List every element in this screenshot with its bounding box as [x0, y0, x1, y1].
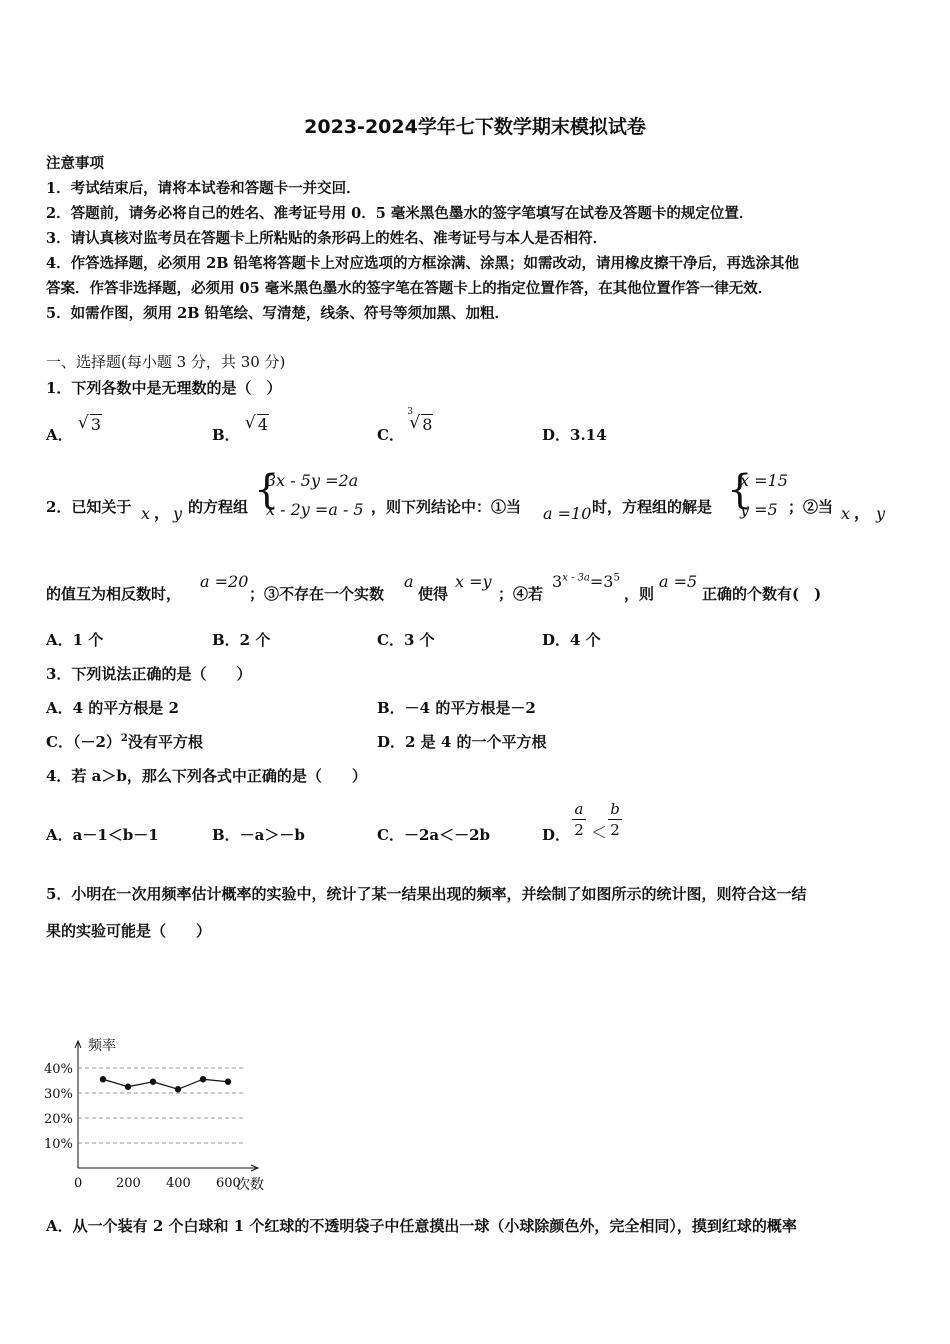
- q2-var-a: a: [404, 572, 414, 591]
- q2-cond3: x =y: [455, 572, 492, 591]
- y-tick-label: 40%: [44, 1062, 73, 1077]
- q2-var-x2: x: [841, 504, 851, 523]
- q4-less-than: ＜: [591, 823, 608, 842]
- y-axis-label: 频率: [88, 1038, 116, 1054]
- q2-text-2: 的方程组: [188, 498, 249, 516]
- q2-solution-brace: {: [727, 467, 753, 513]
- q3-option-d: D．2 是 4 的一个平方根: [377, 733, 547, 751]
- q1-option-b: B． √ 4: [212, 413, 269, 444]
- q2-text-4: 时，方程组的解是: [592, 498, 713, 516]
- q2-cond4: a =5: [659, 572, 698, 591]
- data-point: [125, 1084, 131, 1090]
- q2-sol2: y =5: [740, 500, 778, 519]
- q1-stem: 1．下列各数中是无理数的是（ ）: [46, 379, 282, 397]
- q3-stem: 3．下列说法正确的是（ ）: [46, 665, 252, 683]
- x-axis-label: 次数: [236, 1177, 264, 1193]
- notice-item: 1．考试结束后，请将本试卷和答题卡一并交回．: [46, 180, 361, 197]
- q2-cond2: a =20: [200, 572, 249, 591]
- q5-option-a: A．从一个装有 2 个白球和 1 个红球的不透明袋子中任意摸出一球（小球除颜色外，完全相同），摸到红球的概率: [46, 1217, 797, 1235]
- series-line: [103, 1079, 228, 1089]
- q2-text-10: ，则: [624, 585, 655, 603]
- q3-option-b: B．－4 的平方根是－2: [377, 699, 536, 717]
- q4-fraction-b-over-2: b 2: [608, 800, 622, 839]
- section-heading: 一、选择题(每小题 3 分，共 30 分): [46, 353, 286, 371]
- notice-item: 5．如需作图，须用 2B 铅笔绘、写清楚，线条、符号等须加黑、加粗．: [46, 305, 510, 322]
- notice-item: 3．请认真核对监考员在答题卡上所粘贴的条形码上的姓名、准考证号与本人是否相符．: [46, 230, 608, 247]
- q2-text-1: 2．已知关于: [46, 498, 132, 516]
- x-tick-label: 600: [216, 1176, 241, 1191]
- data-point: [225, 1079, 231, 1085]
- q2-comma2: ，: [854, 503, 871, 522]
- q5-stem-line1: 5．小明在一次用频率估计概率的实验中，统计了某一结果出现的频率，并绘制了如图所示的统计图，则符合这一结: [46, 885, 807, 903]
- q2-sol1: x =15: [740, 471, 788, 490]
- q5-stem-line2: 果的实验可能是（ ）: [46, 922, 212, 940]
- data-point: [175, 1086, 181, 1092]
- q4-option-d-label: D．: [542, 826, 571, 844]
- q2-option-b: B．2 个: [212, 631, 271, 649]
- q2-eq1: 3x - 5y =2a: [266, 471, 359, 490]
- q4-option-b: B．－a＞－b: [212, 826, 305, 844]
- y-tick-label: 10%: [44, 1137, 73, 1152]
- x-tick-label: 0: [74, 1176, 83, 1191]
- frequency-chart: [40, 1030, 280, 1200]
- x-tick-label: 400: [166, 1176, 191, 1191]
- q2-text-8: 使得: [418, 585, 449, 603]
- q2-text-11: 正确的个数有( ): [702, 585, 822, 603]
- q2-var-y: y: [173, 504, 183, 523]
- q2-text-6: 的值互为相反数时，: [46, 585, 182, 603]
- q2-text-5: ；②当: [788, 498, 834, 516]
- q2-eq2: x - 2y =a - 5: [266, 500, 364, 519]
- q1-option-c: C． 3 √ 8: [377, 407, 433, 444]
- q3-option-c: C．$(-2)^2$没有平方根: [46, 733, 203, 751]
- q2-option-c: C．3 个: [377, 631, 435, 649]
- q2-text-9: ；④若: [498, 585, 544, 603]
- q2-option-d: D．4 个: [542, 631, 601, 649]
- q1-option-a: A． √ 3: [46, 413, 102, 444]
- data-point: [200, 1076, 206, 1082]
- q2-option-a: A．1 个: [46, 631, 104, 649]
- q2-cond1: a =10: [543, 504, 592, 523]
- q2-system-brace: {: [254, 467, 280, 513]
- notice-heading: 注意事项: [46, 155, 104, 172]
- notice-item: 4．作答选择题，必须用 2B 铅笔将答题卡上对应选项的方框涂满、涂黑；如需改动，请用橡皮擦干净后，再选涂其他: [46, 255, 800, 272]
- data-point: [100, 1076, 106, 1082]
- q4-stem: 4．若 a＞b，那么下列各式中正确的是（ ）: [46, 767, 367, 785]
- notice-item: 答案．作答非选择题，必须用 05 毫米黑色墨水的签字笔在答题卡上的指定位置作答，在其他位置作答一律无效．: [46, 280, 773, 297]
- q4-option-a: A．a－1＜b－1: [46, 826, 159, 844]
- q2-text-3: ，则下列结论中：①当: [371, 498, 522, 516]
- q2-var-y2: y: [876, 504, 886, 523]
- q2-power-eq: $3^{x - 3a}=3^5$: [552, 572, 620, 591]
- q2-text-7: ；③不存在一个实数: [249, 585, 385, 603]
- q1-option-d: D．3.14: [542, 426, 607, 444]
- q3-option-a: A．4 的平方根是 2: [46, 699, 179, 717]
- q4-option-c: C．－2a＜－2b: [377, 826, 491, 844]
- y-tick-label: 30%: [44, 1087, 73, 1102]
- page-title: 2023-2024学年七下数学期末模拟试卷: [304, 116, 646, 138]
- q2-comma: ，: [154, 503, 171, 522]
- q4-fraction-a-over-2: a 2: [572, 800, 586, 839]
- q2-var-x: x: [141, 504, 151, 523]
- notice-item: 2．答题前，请务必将自己的姓名、准考证号用 0．5 毫米黑色墨水的签字笔填写在试卷及答题卡的规定位置．: [46, 205, 754, 222]
- data-point: [150, 1079, 156, 1085]
- x-tick-label: 200: [116, 1176, 141, 1191]
- y-tick-label: 20%: [44, 1112, 73, 1127]
